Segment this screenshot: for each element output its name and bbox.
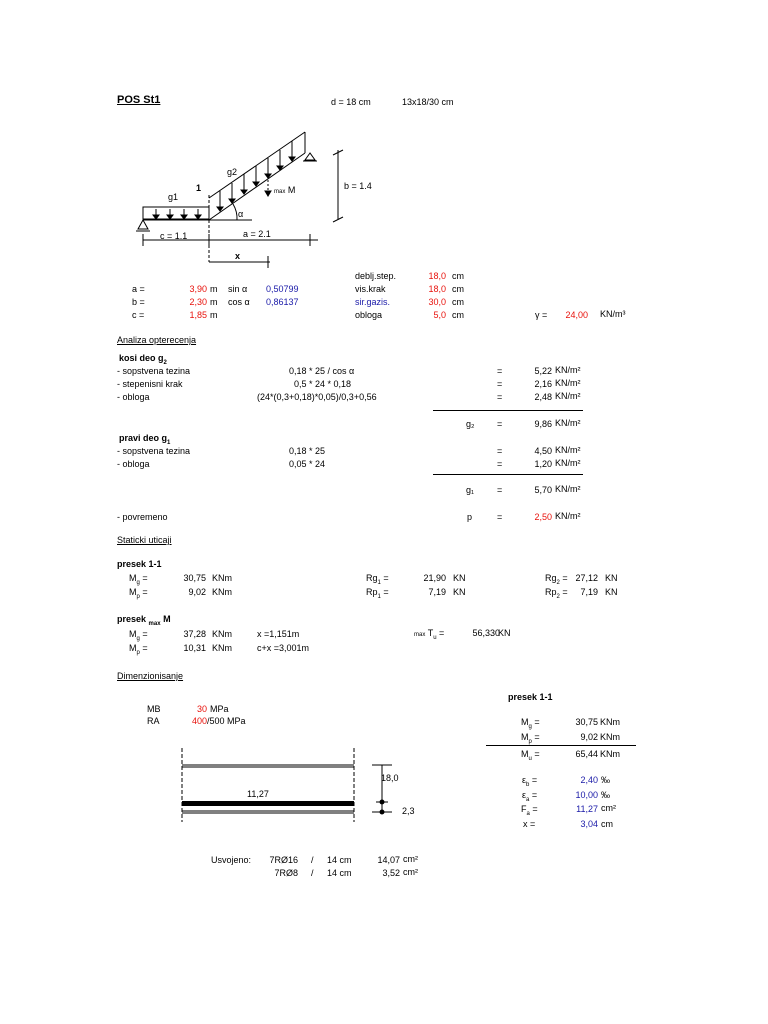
mb-unit: MPa	[210, 704, 229, 714]
section-1-label: 1	[196, 183, 202, 193]
g1-total-eq: =	[497, 485, 503, 495]
page-title: POS St1	[117, 94, 161, 106]
load-row-value: 5,22	[534, 366, 552, 376]
p1-mp-value: 9,02	[188, 587, 206, 597]
presek1-title: presek 1-1	[117, 559, 162, 569]
fa-section-label: 11,27	[247, 789, 269, 799]
load-row-value: 4,50	[534, 446, 552, 456]
gamma-value: 24,00	[565, 310, 588, 320]
load-row-expression: 0,5 * 24 * 0,18	[294, 379, 352, 389]
presek-max-title: presek $_{max}$ M	[117, 614, 171, 627]
povremeno-unit: KN/m²	[555, 511, 581, 521]
ra-value: 400	[191, 716, 207, 726]
rp1-label: $Rp_1$ =	[366, 587, 389, 600]
rebar-unit: cm²	[403, 867, 418, 877]
tu-value: 56,330	[472, 628, 500, 638]
obloga-unit: cm	[452, 310, 464, 320]
rg1-label: $Rg_1$ =	[366, 573, 389, 586]
p1-mg-value: 30,75	[183, 573, 206, 583]
pravi-deo-title: pravi deo $g_1$	[119, 433, 171, 446]
b-unit: m	[210, 297, 218, 307]
r-mg-label: $M_g$ =	[521, 717, 540, 730]
r-mu-label: $M_u$ =	[521, 749, 540, 762]
staticki-title: Staticki uticaji	[117, 535, 172, 545]
thickness-label: d = 18 cm	[331, 97, 371, 107]
obloga-value: 5,0	[433, 310, 446, 320]
debl-unit: cm	[452, 271, 464, 281]
load-row-unit: KN/m²	[555, 378, 581, 388]
rebar-sep: /	[311, 855, 314, 865]
eb-unit: ‰	[601, 775, 610, 785]
g1-label: g1	[168, 192, 179, 202]
p1-mp-unit: KNm	[212, 587, 232, 597]
r-mu-unit: KNm	[600, 749, 620, 759]
fa-value: 11,27	[576, 804, 598, 814]
load-row-eq: =	[497, 366, 503, 376]
rg2-unit: KN	[605, 573, 618, 583]
r-mu-value: 65,44	[575, 749, 598, 759]
cos-label: cos α	[228, 297, 250, 307]
c-unit: m	[210, 310, 218, 320]
p1-mg-label: $M_g$ =	[129, 573, 148, 586]
load-row-value: 2,16	[534, 379, 552, 389]
analiza-title: Analiza opterecenja	[117, 335, 197, 345]
pm-mp-value: 10,31	[183, 643, 206, 653]
kosi-deo-title: kosi deo $g_2$	[119, 353, 167, 366]
g2-total-label: g₂	[466, 419, 475, 429]
povremeno-value: 2,50	[534, 512, 552, 522]
section-h-label: 18,0	[381, 773, 399, 783]
rp2-unit: KN	[605, 587, 618, 597]
load-row-label: - stepenisni krak	[117, 379, 183, 389]
r-mp-label: $M_p$ =	[521, 732, 540, 745]
step-dimensions: 13x18/30 cm	[402, 97, 454, 107]
load-row-label: - obloga	[117, 459, 150, 469]
g2-label: g2	[227, 167, 238, 177]
tu-unit: KN	[498, 628, 511, 638]
c-label: c =	[132, 310, 145, 320]
load-row-eq: =	[497, 446, 503, 456]
load-row-expression: 0,18 * 25 / cos α	[289, 366, 355, 376]
load-row-eq: =	[497, 379, 503, 389]
fa-unit: cm²	[601, 803, 616, 813]
load-row-expression: 0,05 * 24	[289, 459, 326, 469]
mb-label: MB	[147, 704, 161, 714]
g2-total-eq: =	[497, 419, 503, 429]
tu-label: $\max T_u$ =	[414, 628, 445, 641]
debl-label: deblj.step.	[355, 271, 397, 281]
a-dimension-label: a = 2.1	[243, 229, 271, 239]
gamma-unit: KN/m³	[600, 309, 626, 319]
load-row-label: - sopstvena tezina	[117, 366, 191, 376]
pm-x: x =1,151m	[257, 629, 300, 639]
pm-mg-value: 37,28	[183, 629, 206, 639]
rebar-spacing: 14 cm	[327, 868, 352, 878]
load-row-value: 2,48	[534, 392, 552, 402]
g1-total-unit: KN/m²	[555, 484, 581, 494]
a-label: a =	[132, 284, 145, 294]
rg1-value: 21,90	[423, 573, 446, 583]
c-dimension-label: c = 1.1	[160, 231, 188, 241]
ea-unit: ‰	[601, 790, 610, 800]
max-m-label: max M	[274, 185, 296, 195]
b-label: b =	[132, 297, 145, 307]
load-row-expression: 0,18 * 25	[289, 446, 326, 456]
cos-value: 0,86137	[266, 297, 299, 307]
p1-mg-unit: KNm	[212, 573, 232, 583]
a-value: 3,90	[189, 284, 207, 294]
x-unit: cm	[601, 819, 613, 829]
vis-label: vis.krak	[355, 284, 386, 294]
rp2-value: 7,19	[580, 587, 598, 597]
sir-unit: cm	[452, 297, 464, 307]
sin-label: sin α	[228, 284, 248, 294]
load-row-label: - obloga	[117, 392, 150, 402]
rg2-value: 27,12	[575, 573, 598, 583]
ea-label: $\varepsilon_a$ =	[522, 790, 538, 803]
load-row-eq: =	[497, 392, 503, 402]
x-label: x =	[523, 819, 536, 829]
mu-total-line	[486, 745, 636, 746]
load-row-label: - sopstvena tezina	[117, 446, 191, 456]
g2-total-unit: KN/m²	[555, 418, 581, 428]
eb-label: $\varepsilon_b$ =	[522, 775, 538, 788]
rp2-label: $Rp_2$ =	[545, 587, 568, 600]
debl-value: 18,0	[428, 271, 446, 281]
povremeno-eq: =	[497, 512, 503, 522]
load-row-unit: KN/m²	[555, 458, 581, 468]
rp1-unit: KN	[453, 587, 466, 597]
alpha-label: α	[238, 209, 244, 219]
x-value: 3,04	[580, 819, 598, 829]
reinforcement-bar	[182, 801, 354, 806]
r-mp-unit: KNm	[600, 732, 620, 742]
gamma-label: γ =	[535, 310, 548, 320]
load-row-value: 1,20	[534, 459, 552, 469]
section-a-label: 2,3	[402, 806, 415, 816]
sir-label: sir.gazis.	[355, 297, 391, 307]
sin-value: 0,50799	[266, 284, 299, 294]
povremeno-sym: p	[467, 512, 473, 522]
x-dimension-label: x	[235, 251, 241, 261]
eb-value: 2,40	[580, 775, 598, 785]
r-mp-value: 9,02	[580, 732, 598, 742]
pm-mp-unit: KNm	[212, 643, 232, 653]
g1-total-label: g₁	[466, 485, 475, 495]
c-value: 1,85	[189, 310, 207, 320]
load-row-unit: KN/m²	[555, 445, 581, 455]
sir-value: 30,0	[428, 297, 446, 307]
rebar-unit: cm²	[403, 854, 418, 864]
a-unit: m	[210, 284, 218, 294]
pm-mg-unit: KNm	[212, 629, 232, 639]
usvojeno-label: Usvojeno:	[211, 855, 252, 865]
rebar-spacing: 14 cm	[327, 855, 352, 865]
rebar-area: 3,52	[382, 868, 400, 878]
vis-value: 18,0	[428, 284, 446, 294]
r-mg-unit: KNm	[600, 717, 620, 727]
rebar-area: 14,07	[377, 855, 400, 865]
rebar-bar: 7RØ8	[274, 868, 298, 878]
p1-mp-label: $M_p$ =	[129, 587, 148, 600]
right-presek-title: presek 1-1	[508, 692, 553, 702]
g2-total-value: 9,86	[534, 419, 552, 429]
r-mg-value: 30,75	[575, 717, 598, 727]
ea-value: 10,00	[575, 790, 598, 800]
ra-label: RA	[147, 716, 160, 726]
pm-mg-label: $M_g$ =	[129, 629, 148, 642]
rg1-unit: KN	[453, 573, 466, 583]
pm-mp-label: $M_p$ =	[129, 643, 148, 656]
pm-cx: c+x =3,001m	[257, 643, 310, 653]
rebar-sep: /	[311, 868, 314, 878]
rg2-label: $Rg_2$ =	[545, 573, 568, 586]
load-row-expression: (24*(0,3+0,18)*0,05)/0,3+0,56	[257, 392, 377, 402]
ra-unit: /500 MPa	[207, 716, 246, 726]
rp1-value: 7,19	[428, 587, 446, 597]
b-dimension-label: b = 1.4	[344, 181, 372, 191]
load-row-eq: =	[497, 459, 503, 469]
b-value: 2,30	[189, 297, 207, 307]
load-row-unit: KN/m²	[555, 391, 581, 401]
fa-label: $F_a$ =	[521, 804, 538, 817]
povremeno-label: - povremeno	[117, 512, 168, 522]
dimenzionisanje-title: Dimenzionisanje	[117, 671, 184, 681]
g1-total-value: 5,70	[534, 485, 552, 495]
obloga-label: obloga	[355, 310, 383, 320]
vis-unit: cm	[452, 284, 464, 294]
rebar-bar: 7RØ16	[269, 855, 298, 865]
load-row-unit: KN/m²	[555, 365, 581, 375]
mb-value: 30	[196, 704, 207, 714]
